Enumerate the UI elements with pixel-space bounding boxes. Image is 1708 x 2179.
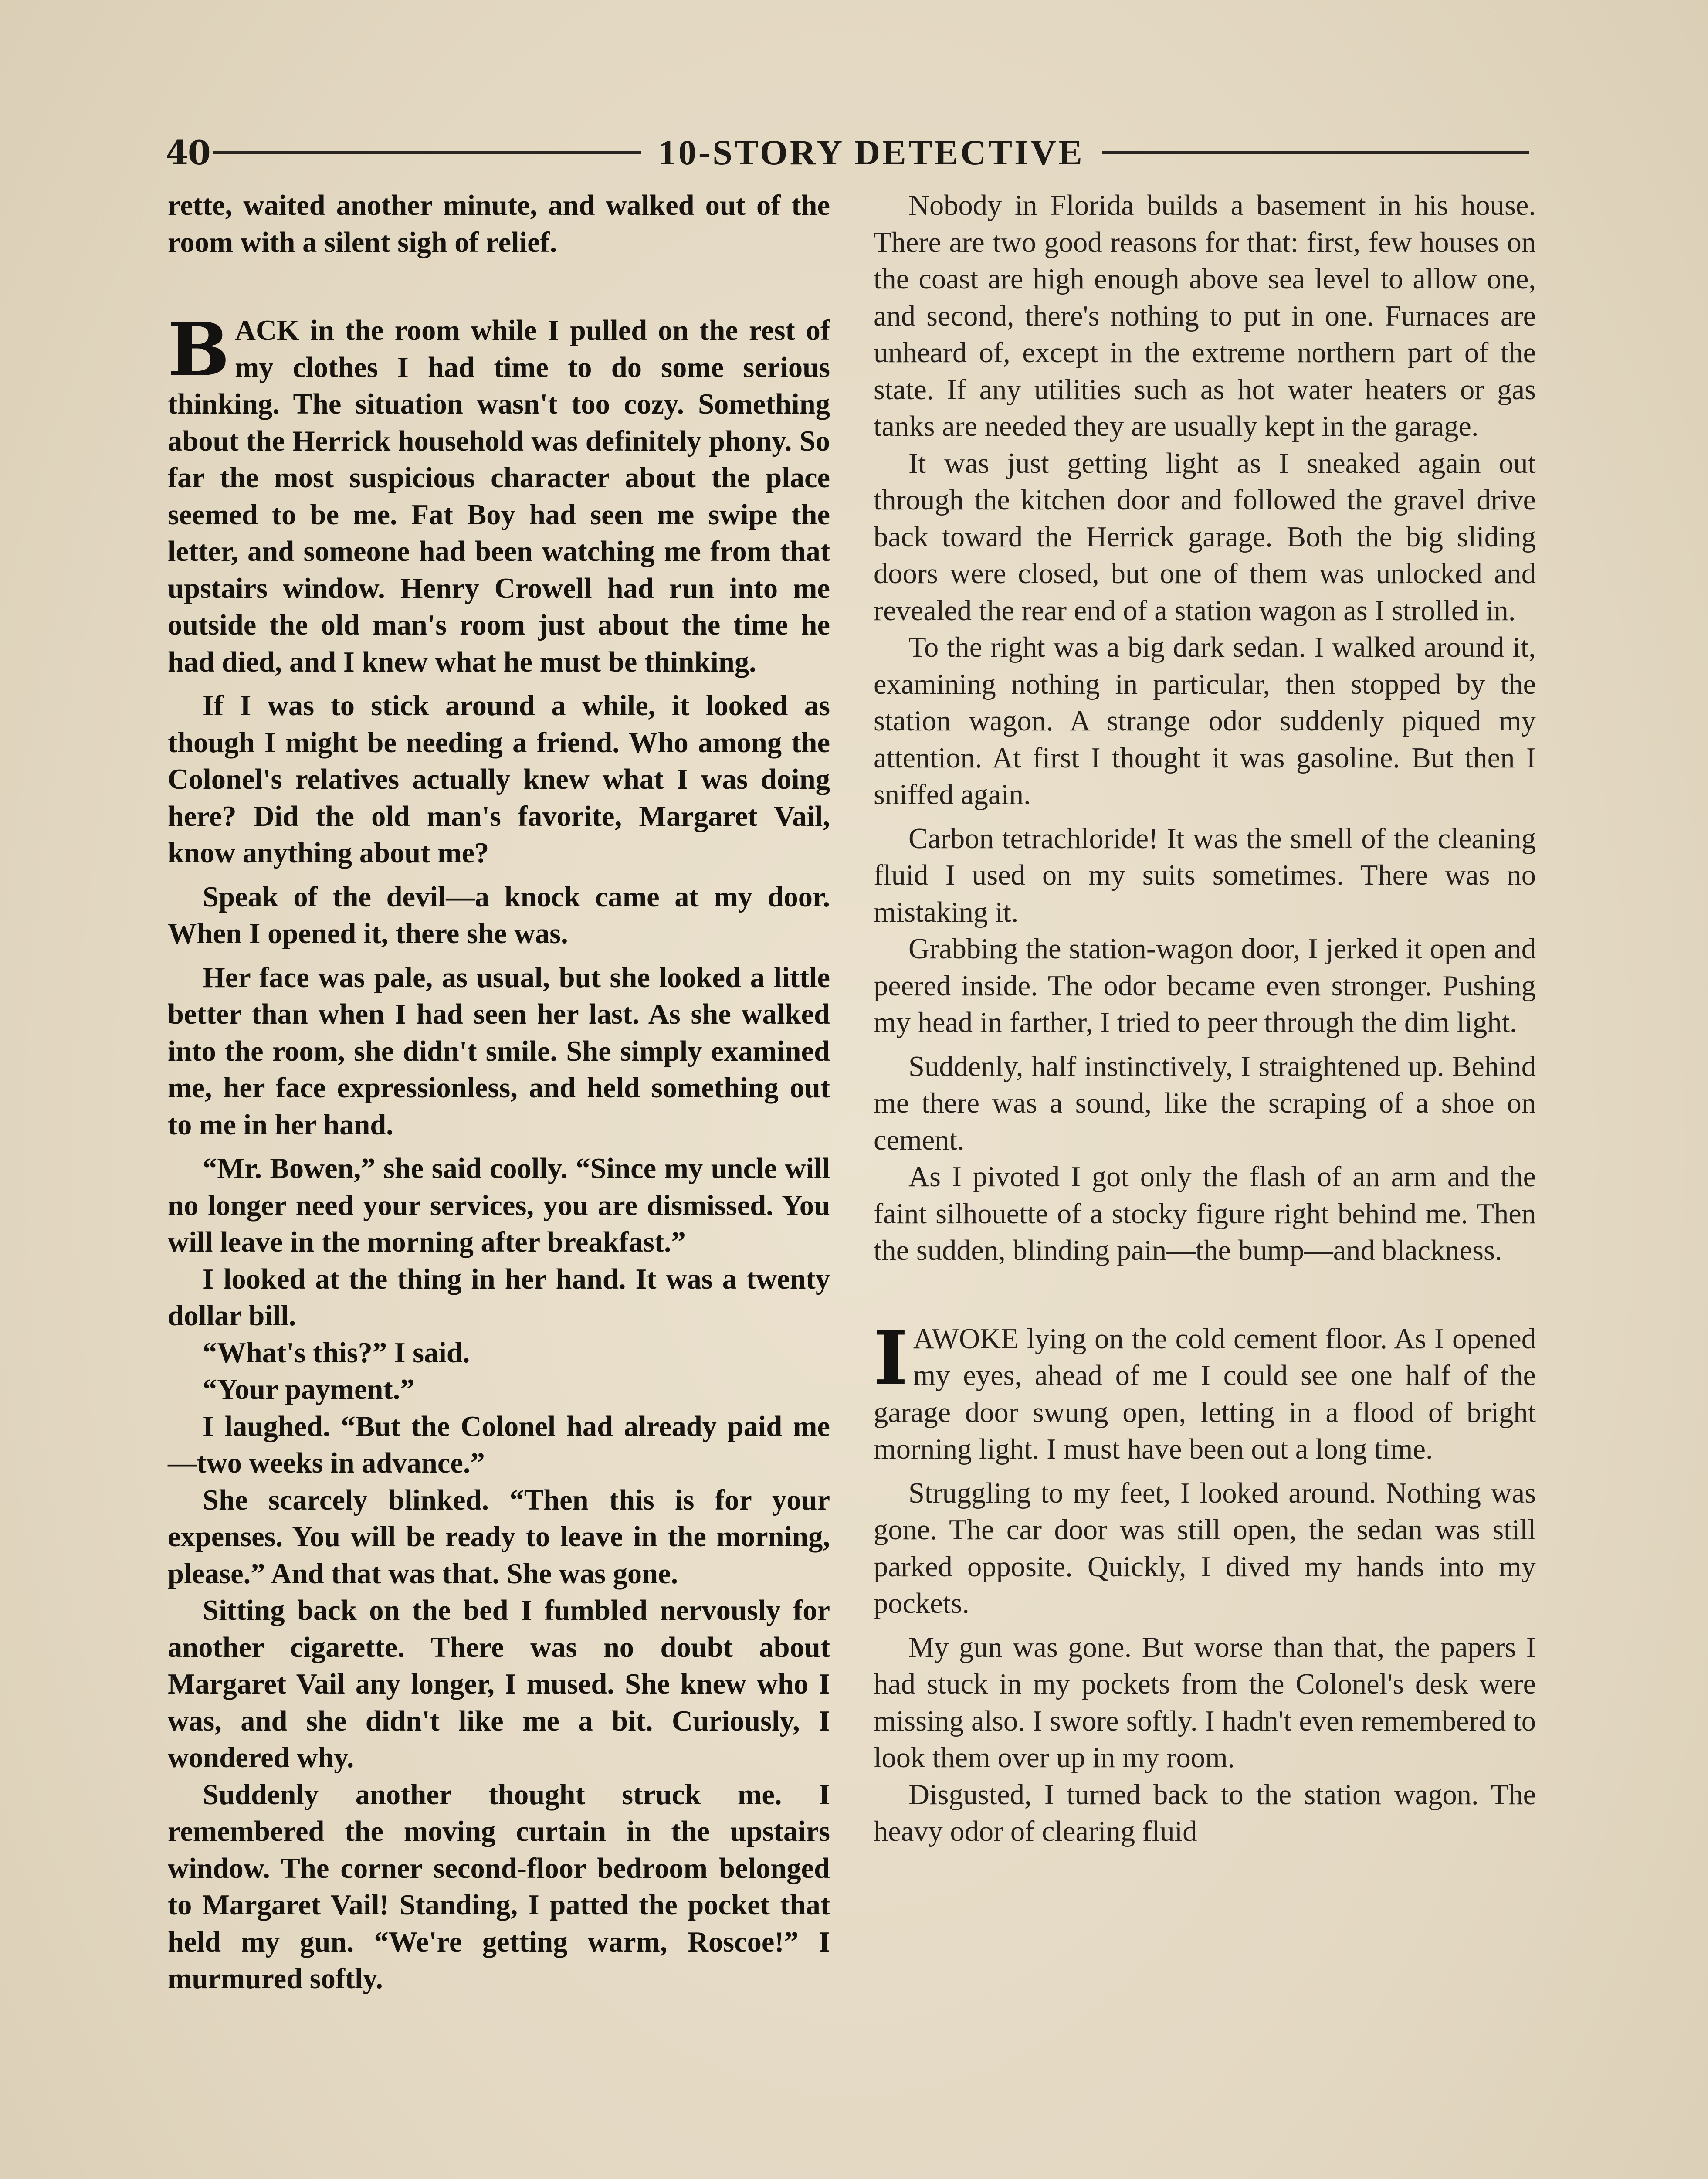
paragraph: “What's this?” I said. bbox=[203, 1337, 470, 1369]
magazine-title: 10-STORY DETECTIVE bbox=[658, 132, 1084, 172]
paragraph: Carbon tetrachloride! It was the smell of the cleaning fluid I used on my suits sometimes. There was no mistaking it. bbox=[874, 822, 1536, 928]
paragraph-text: AWOKE lying on the cold cement floor. As I opened my eyes, ahead of me I could see one half of the garage door swung open, letting in a flood of bright morning light. I must have been out a long time. bbox=[874, 1323, 1536, 1465]
paragraph-text: ACK in the room while I pulled on the rest of my clothes I had time to do some serious thinking. The situation wasn't too cozy. Something about the Herrick household was definitely phony. So far the most suspicious character about the place seemed to be me. Fat Boy had seen me swipe the letter, and someone had been watching me from that upstairs window. Henry Crowell had run into me outside the old man's room just about the time he had died, and I knew what he must be thinking. bbox=[168, 315, 830, 678]
paragraph: Her face was pale, as usual, but she looked a little better than when I had seen her last. As she walked into the room, she didn't smile. She simply examined me, her face expressionless, and held something out to me in her hand. bbox=[168, 961, 830, 1141]
paragraph: Sitting back on the bed I fumbled nervously for another cigarette. There was no doubt about Margaret Vail any longer, I mused. She knew who I was, and she didn't like me a bit. Curiously, I wondered why. bbox=[168, 1595, 830, 1774]
paragraph-dropcap bbox=[874, 1314, 1536, 1468]
paragraph: To the right was a big dark sedan. I walked around it, examining nothing in particular, then stopped by the station wagon. A strange odor suddenly piqued my attention. At first I thought it was gasoline. But then I sniffed again. bbox=[874, 631, 1536, 811]
paragraph: If I was to stick around a while, it looked as though I might be needing a friend. Who among the Colonel's relatives actually knew what I was doing here? Did the old man's favorite, Margaret Vail, know anything about me? bbox=[168, 690, 830, 869]
paragraph: Suddenly another thought struck me. I remembered the moving curtain in the upstairs window. The corner second-floor bedroom belonged to Margaret Vail! Standing, I patted the pocket that held my gun. “We're getting warm, Roscoe!” I murmured softly. bbox=[168, 1778, 830, 1995]
paragraph: Nobody in Florida builds a basement in his house. There are two good reasons for that: first, few houses on the coast are high enough above sea level to allow one, and second, there's nothing to put in one. Furnaces are unheard of, except in the extreme northern part of the state. If any utilities such as hot water heaters or gas tanks are needed they are usually kept in the garage. bbox=[874, 190, 1536, 442]
paragraph: Speak of the devil—a knock came at my door. When I opened it, there she was. bbox=[168, 881, 830, 950]
paragraph: She scarcely blinked. “Then this is for your expenses. You will be ready to leave in the morning, please.” And that was that. She was gone. bbox=[168, 1484, 830, 1590]
paragraph: “Your payment.” bbox=[203, 1374, 415, 1405]
right-column bbox=[874, 187, 1536, 1850]
paragraph-dropcap bbox=[168, 306, 830, 681]
paragraph: My gun was gone. But worse than that, the papers I had stuck in my pockets from the Colonel's desk were missing also. I swore softly. I hadn't even remembered to look them over up in my room. bbox=[874, 1631, 1536, 1774]
drop-cap: I bbox=[874, 1314, 908, 1401]
page-number: 40 bbox=[166, 133, 210, 172]
paragraph: As I pivoted I got only the flash of an arm and the faint silhouette of a stocky figure right behind me. Then the sudden, blinding pain—the bump—and blackness. bbox=[874, 1161, 1536, 1266]
paragraph: Disgusted, I turned back to the station wagon. The heavy odor of clearing fluid bbox=[874, 1778, 1536, 1847]
running-header bbox=[166, 129, 1529, 176]
paragraph: I laughed. “But the Colonel had already paid me—two weeks in advance.” bbox=[168, 1410, 830, 1479]
paragraph: I looked at the thing in her hand. It was a twenty dollar bill. bbox=[168, 1263, 830, 1332]
left-column bbox=[168, 187, 830, 1998]
header-rule-left bbox=[214, 151, 641, 154]
drop-cap: B bbox=[168, 306, 230, 393]
paragraph: It was just getting light as I sneaked again out through the kitchen door and followed the gravel drive back toward the Herrick garage. Both the big sliding doors were closed, but one of them was unlocked and revealed the rear end of a station wagon as I strolled in. bbox=[874, 447, 1536, 627]
paragraph: Suddenly, half instinctively, I straightened up. Behind me there was a sound, like the scraping of a shoe on cement. bbox=[874, 1050, 1536, 1156]
paragraph: rette, waited another minute, and walked out of the room with a silent sigh of relief. bbox=[168, 190, 830, 258]
paragraph: Struggling to my feet, I looked around. Nothing was gone. The car door was still open, the sedan was still parked opposite. Quickly, I dived my hands into my pockets. bbox=[874, 1477, 1536, 1619]
header-rule-right bbox=[1102, 151, 1529, 154]
paragraph: Grabbing the station-wagon door, I jerked it open and peered inside. The odor became even stronger. Pushing my head in farther, I tried to peer through the dim light. bbox=[874, 933, 1536, 1039]
paragraph: “Mr. Bowen,” she said coolly. “Since my uncle will no longer need your services, you are dismissed. You will leave in the morning after breakfast.” bbox=[168, 1153, 830, 1258]
